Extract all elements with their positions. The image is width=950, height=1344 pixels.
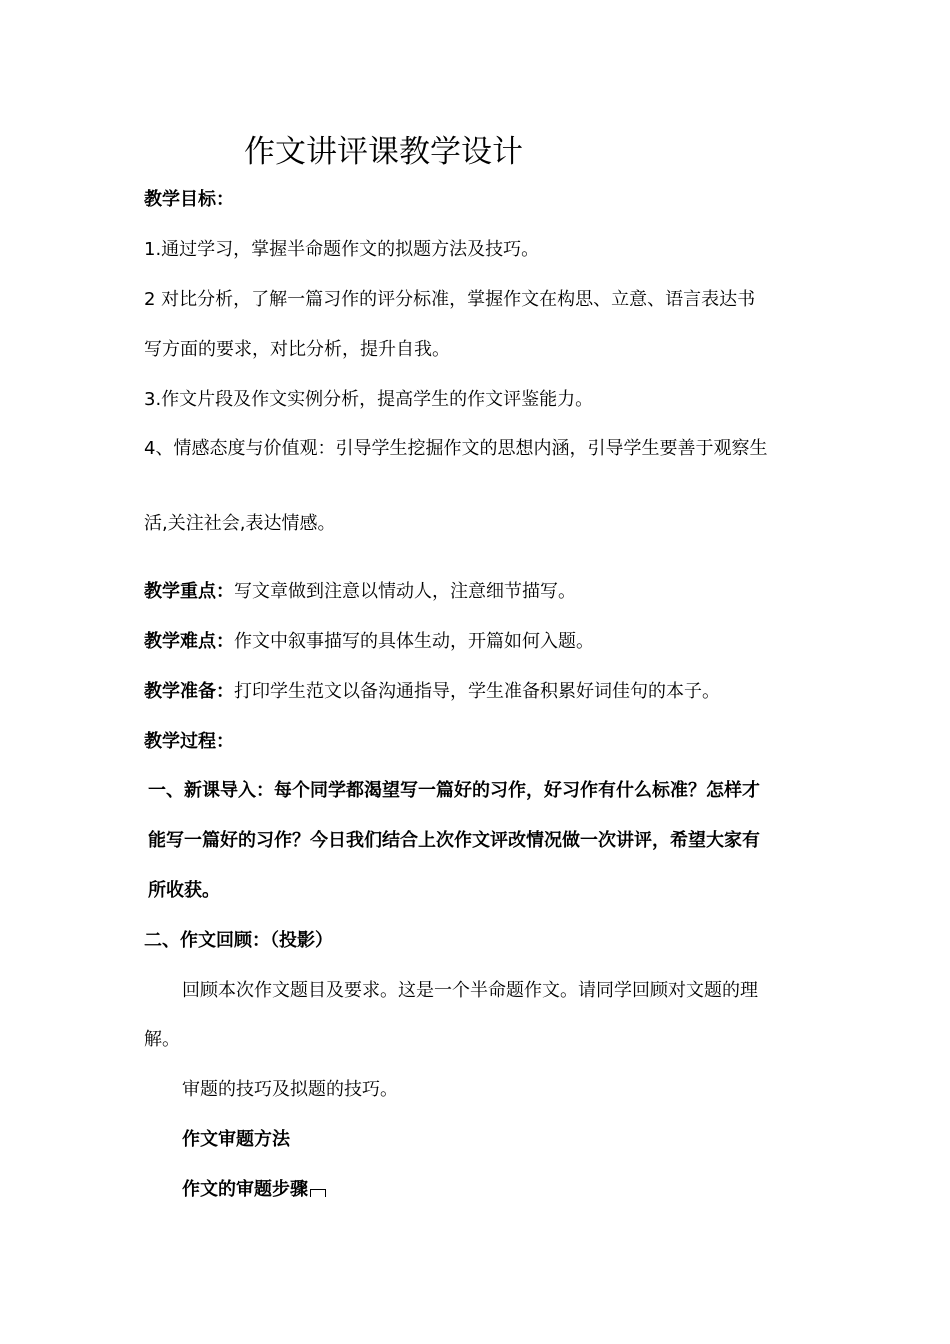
goal-4-line-1: 4、情感态度与价值观：引导学生挖掘作文的思想内涵，引导学生要善于观察生 xyxy=(144,438,768,459)
difficulty xyxy=(144,630,594,654)
review-line-2: 解。 xyxy=(144,1029,180,1050)
intro-line-2: 能写一篇好的习作？今日我们结合上次作文评改情况做一次讲评，希望大家有 xyxy=(148,830,760,851)
review-line-1: 回顾本次作文题目及要求。这是一个半命题作文。请同学回顾对文题的理 xyxy=(182,980,758,1001)
key-point xyxy=(144,580,576,604)
goals-heading: 教学目标： xyxy=(144,189,234,210)
goal-2-line-2: 写方面的要求，对比分析，提升自我。 xyxy=(144,339,450,360)
goal-1: 1.通过学习，掌握半命题作文的拟题方法及技巧。 xyxy=(144,239,540,260)
goal-2-line-1: 2 对比分析，了解一篇习作的评分标准，掌握作文在构思、立意、语言表达书 xyxy=(144,289,756,310)
steps-heading xyxy=(182,1178,326,1202)
key-point-text: 写文章做到注意以情动人，注意细节描写。 xyxy=(234,581,576,602)
key-point-label: 教学重点： xyxy=(144,581,234,602)
page-title: 作文讲评课教学设计 xyxy=(244,134,523,170)
intro-line-1: 一、新课导入：每个同学都渴望写一篇好的习作，好习作有什么标准？怎样才 xyxy=(148,780,760,801)
bracket-mark-icon xyxy=(310,1189,326,1197)
goal-3: 3.作文片段及作文实例分析，提高学生的作文评鉴能力。 xyxy=(144,389,594,410)
intro-line-3: 所收获。 xyxy=(148,880,220,901)
preparation-label: 教学准备： xyxy=(144,681,234,702)
process-heading: 教学过程： xyxy=(144,731,234,752)
preparation-text: 打印学生范文以备沟通指导，学生准备积累好词佳句的本子。 xyxy=(234,681,720,702)
steps-heading-text: 作文的审题步骤 xyxy=(182,1179,308,1200)
difficulty-label: 教学难点： xyxy=(144,631,234,652)
preparation xyxy=(144,680,720,704)
review-heading: 二、作文回顾：（投影） xyxy=(144,930,333,951)
method-heading: 作文审题方法 xyxy=(182,1129,290,1150)
difficulty-text: 作文中叙事描写的具体生动，开篇如何入题。 xyxy=(234,631,594,652)
skills-line: 审题的技巧及拟题的技巧。 xyxy=(182,1079,398,1100)
goal-4-line-2: 活,关注社会,表达情感。 xyxy=(144,513,336,534)
